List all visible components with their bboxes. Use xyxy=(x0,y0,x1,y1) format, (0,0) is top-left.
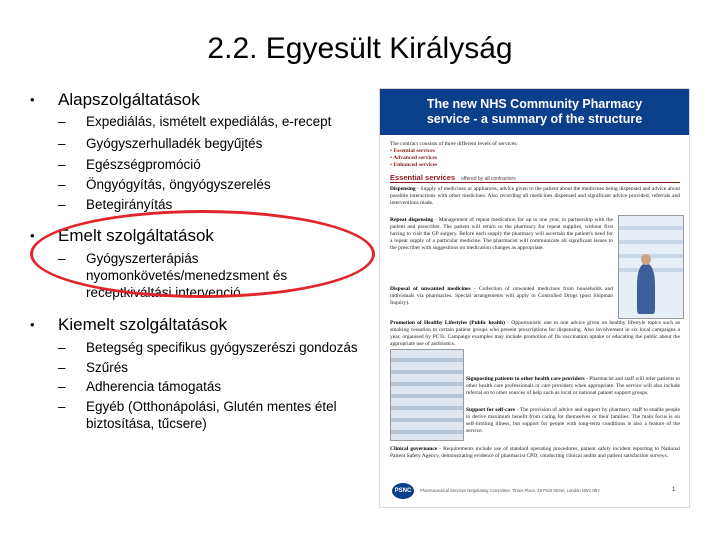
list-item: – Betegirányítás xyxy=(58,197,173,212)
nhs-document-image xyxy=(379,88,690,508)
bullet-marker: • xyxy=(30,92,35,107)
level-item: • Enhanced services xyxy=(390,162,438,168)
section-heading-basic: • Alapszolgáltatások xyxy=(30,90,200,109)
psnc-logo: PSNC xyxy=(392,483,414,499)
page-number: 1 xyxy=(672,487,676,493)
list-item: – Szűrés xyxy=(58,360,129,375)
level-item: • Advanced services xyxy=(390,155,438,161)
section-heading-advanced: • Emelt szolgáltatások xyxy=(30,226,214,245)
pharmacy-photo-1 xyxy=(618,215,684,319)
dispensing-paragraph: Dispensing - Supply of medicines or appliances, advice given to the patient about the medicines being dispensed and advice about possible interactions with other medicines. Also recording all medicines dispensed and significant advice provided, referrals and interventions made. xyxy=(390,186,680,206)
document-footer: Pharmaceutical Services Negotiating Committee, Times Place, 45 Pratt Street, London NW1 0BY xyxy=(420,488,601,493)
self-care-paragraph: Support for self-care - The provision of advice and support by pharmacy staff to enable people to derive maximum benefit from caring for themselves or their families. The main focus is on self-limiting illness, but support for people with long-term conditions is also a feature of the service. xyxy=(466,407,680,434)
document-intro: The contract consists of three different levels of services: • Essential services • Advanced services • Enhanced services xyxy=(390,141,590,169)
list-item: – Adherencia támogatás xyxy=(58,379,222,394)
bullet-marker: • xyxy=(30,317,35,332)
section-heading-enhanced: • Kiemelt szolgáltatások xyxy=(30,315,228,334)
list-item: – Egészségpromóció xyxy=(58,157,201,172)
bullet-marker: • xyxy=(30,228,35,243)
essential-services-heading: Essential services offered by all contractors xyxy=(390,173,680,183)
page-title: 2.2. Egyesült Királyság xyxy=(207,32,513,65)
repeat-dispensing-paragraph: Repeat dispensing - Management of repeat medication for up to one year, in partnership with the patient and prescriber. The patient will return to the pharmacy for repeat supplies, without first having to visit the GP surgery. Before each supply the pharmacy will ascertain the patient's need for a repeat supply of a particular medicine. The pharmacist will communicate all significant issues to the prescriber with suggestions on medication changes as appropriate. xyxy=(390,217,613,251)
level-item: • Essential services xyxy=(390,148,435,154)
disposal-paragraph: Disposal of unwanted medicines - Collection of unwanted medicines from households and individuals via pharmacies. Special arrangements will apply to Controlled Drugs (post Shipman Inquiry). xyxy=(390,286,613,306)
promotion-paragraph: Promotion of Healthy Lifestyles (Public health) - Opportunistic one to one advice given on healthy lifestyle topics such as smoking cessation to certain patient groups who present prescriptions for dispensing. Also involvement in six local campaigns a year, organised by PCTs. Campaign examples may include promotion of flu vaccination uptake or educating the public about the appropriate use of antibiotics. xyxy=(390,320,680,347)
highlight-circle xyxy=(30,210,375,298)
signposting-paragraph: Signposting patients to other health care providers - Pharmacist and staff will refer patients to other health care professionals or care providers when appropriate. The service will also include referral on to other sources of help such as local or national patient support groups. xyxy=(466,376,681,396)
clinical-governance-paragraph: Clinical governance - Requirements include use of standard operating procedures, patient safety incident reporting to National Patient Safety Agency, demonstrating evidence of pharmacist CPD, conducting clinical audits and patient satisfaction surveys. xyxy=(390,446,681,459)
list-item: – Egyéb (Otthonápolási, Glutén mentes étel biztosítása, tűcsere) xyxy=(58,399,337,431)
document-header: The new NHS Community Pharmacy service - a summary of the structure xyxy=(380,89,689,135)
list-item: – Expediálás, ismételt expediálás, e-recept xyxy=(58,114,332,129)
list-item: – Betegség specifikus gyógyszerészi gondozás xyxy=(58,340,358,355)
list-item: – Gyógyszerterápiás nyomonkövetés/menedzsment és receptkiváltási intervenció xyxy=(58,251,288,300)
pharmacy-photo-2 xyxy=(390,349,464,441)
list-item: – Öngyógyítás, öngyógyszerelés xyxy=(58,177,271,192)
list-item: – Gyógyszerhulladék begyűjtés xyxy=(58,136,263,151)
